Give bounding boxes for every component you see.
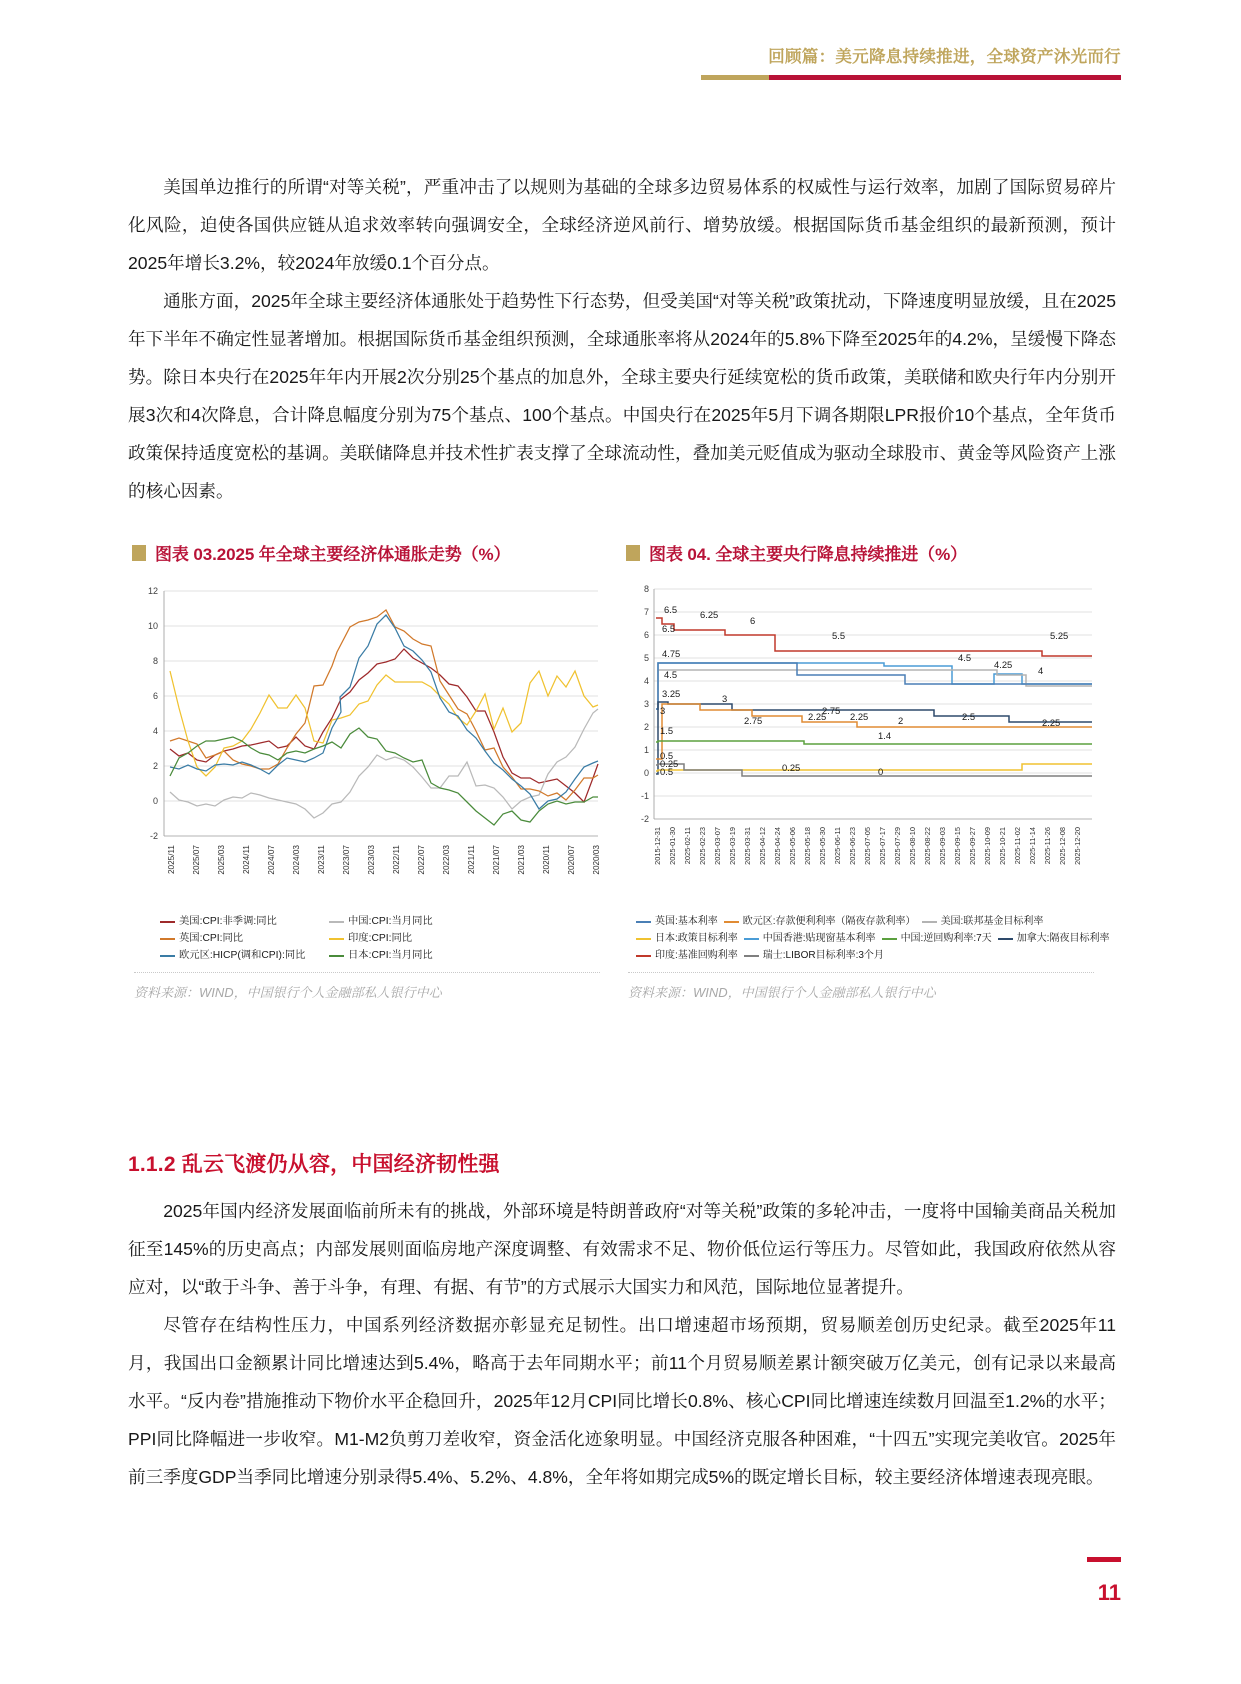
section-heading: 1.1.2 乱云飞渡仍从容，中国经济韧性强 <box>128 1153 500 1176</box>
svg-text:2021/03: 2021/03 <box>517 845 526 875</box>
paragraph-2: 通胀方面，2025年全球主要经济体通胀处于趋势性下行态势，但受美国“对等关税”政策扰动，下降速度明显放缓，且在2025年下半年不确定性显著增加。根据国际货币基金组织预测，全球通胀率将从2024年的5.8%下降至2025年的4.2%，呈缓慢下降态势。除日本央行在2025年年内开展2次分别25个基点的加息外，全球主要央行延续宽松的货币政策，美联储和欧央行年内分别开展3次和4次降息，合计降息幅度分别为75个基点、100个基点。中国央行在2025年5月下调各期限LPR报价10个基点，全年货币政策保持适度宽松的基调。美联储降息并技术性扩表支撑了全球流动性，叠加美元贬值成为驱动全球股市、黄金等风险资产上涨的核心因素。 <box>128 291 1116 501</box>
svg-text:2023/07: 2023/07 <box>342 845 351 875</box>
legend-item <box>998 930 1110 947</box>
legend-item <box>724 913 916 930</box>
legend-item <box>882 930 992 947</box>
legend-swatch-icon <box>636 938 651 940</box>
legend-swatch-icon <box>329 938 344 940</box>
svg-text:6: 6 <box>152 691 158 701</box>
legend-item <box>160 913 323 930</box>
svg-text:2025-07-17: 2025-07-17 <box>878 827 887 865</box>
chart-03-title-row <box>128 540 622 565</box>
footer-accent-bar <box>1087 1557 1121 1562</box>
svg-text:2025-09-27: 2025-09-27 <box>968 827 977 865</box>
legend-label: 英国:CPI:同比 <box>179 933 244 944</box>
svg-text:2024/11: 2024/11 <box>242 845 251 874</box>
svg-text:2025-03-31: 2025-03-31 <box>743 827 752 865</box>
page-number: 11 <box>1097 1580 1121 1605</box>
svg-text:2021/11: 2021/11 <box>467 845 476 874</box>
chart-04-svg <box>622 579 1110 909</box>
legend-swatch-icon <box>329 955 344 957</box>
legend-label: 印度:基准回购利率 <box>655 950 738 961</box>
chart-04-separator <box>628 972 1094 973</box>
square-marker-icon <box>132 545 146 561</box>
legend-swatch-icon <box>922 921 937 923</box>
paragraph-1: 美国单边推行的所谓“对等关税”，严重冲击了以规则为基础的全球多边贸易体系的权威性与运行效率，加剧了国际贸易碎片化风险，迫使各国供应链从追求效率转向强调安全，全球经济逆风前行、增势放缓。根据国际货币基金组织的最新预测，预计2025年增长3.2%，较2024年放缓0.1个百分点。 <box>128 177 1116 273</box>
svg-text:0.25: 0.25 <box>660 758 679 769</box>
svg-text:6.5: 6.5 <box>662 623 676 634</box>
svg-text:2025-02-23: 2025-02-23 <box>698 827 707 865</box>
legend-swatch-icon <box>160 921 175 923</box>
series-canada-overnight <box>656 702 1092 774</box>
section-1-1-2 <box>128 1148 1116 1496</box>
legend-label: 瑞士:LIBOR目标利率:3个月 <box>762 950 884 961</box>
series-uk-cpi <box>170 610 598 800</box>
chart-03-title: 图表 03.2025 年全球主要经济体通胀走势（%） <box>155 545 511 564</box>
svg-text:-2: -2 <box>149 831 158 841</box>
svg-text:2.25: 2.25 <box>1042 717 1061 728</box>
legend-label: 中国香港:贴现窗基本利率 <box>762 933 876 944</box>
legend-item <box>160 947 323 964</box>
legend-label: 美国:联邦基金目标利率 <box>940 916 1044 927</box>
svg-text:4: 4 <box>643 676 649 686</box>
chart-04-yticks <box>641 584 649 824</box>
square-marker-icon <box>626 545 640 561</box>
svg-text:2025-12-20: 2025-12-20 <box>1073 827 1082 865</box>
svg-text:2.5: 2.5 <box>962 711 976 722</box>
chart-03-legend <box>128 913 622 964</box>
legend-label: 英国:基本利率 <box>655 916 718 927</box>
svg-text:2020/07: 2020/07 <box>567 845 576 875</box>
svg-text:2025-01-30: 2025-01-30 <box>668 827 677 865</box>
legend-label: 欧元区:存款便利利率（隔夜存款利率） <box>742 916 916 927</box>
svg-text:4.5: 4.5 <box>664 669 678 680</box>
header-title: 回顾篇：美元降息持续推进，全球资产沐光而行 <box>768 48 1121 66</box>
legend-label: 加拿大:隔夜目标利率 <box>1016 933 1110 944</box>
series-china-repo <box>656 741 1092 744</box>
svg-text:10: 10 <box>147 621 158 631</box>
legend-item <box>160 930 323 947</box>
svg-text:0.5: 0.5 <box>660 750 674 761</box>
svg-text:2025-04-24: 2025-04-24 <box>773 827 782 865</box>
svg-text:2025/11: 2025/11 <box>167 845 176 874</box>
svg-text:2.25: 2.25 <box>850 711 869 722</box>
legend-swatch-icon <box>636 921 651 923</box>
svg-text:0: 0 <box>152 796 158 806</box>
svg-text:2025-08-10: 2025-08-10 <box>908 827 917 865</box>
header-rule-gold <box>701 75 769 80</box>
legend-item <box>329 913 492 930</box>
legend-label: 欧元区:HICP(调和CPI):同比 <box>179 950 306 961</box>
series-china-cpi <box>170 709 598 818</box>
svg-text:-1: -1 <box>640 791 649 801</box>
svg-text:2025-10-21: 2025-10-21 <box>998 827 1007 865</box>
svg-text:2015-12-31: 2015-12-31 <box>653 827 662 865</box>
chart-04-title: 图表 04. 全球主要央行降息持续推进（%） <box>649 545 967 564</box>
svg-text:2024/03: 2024/03 <box>292 845 301 875</box>
legend-label: 美国:CPI:非季调:同比 <box>179 916 277 927</box>
svg-text:2023/11: 2023/11 <box>317 845 326 874</box>
charts-row <box>128 540 1116 1001</box>
chart-04-source: 资料来源：WIND，中国银行个人金融部私人银行中心 <box>628 985 936 1000</box>
svg-text:5.25: 5.25 <box>1050 630 1069 641</box>
svg-text:6.25: 6.25 <box>700 609 719 620</box>
svg-text:2025-07-29: 2025-07-29 <box>893 827 902 865</box>
legend-label: 日本:政策目标利率 <box>655 933 738 944</box>
chart-03-source: 资料来源：WIND，中国银行个人金融部私人银行中心 <box>134 985 442 1000</box>
top-body-content <box>128 168 1116 510</box>
legend-item <box>744 930 876 947</box>
legend-swatch-icon <box>744 955 759 957</box>
svg-text:3: 3 <box>722 693 728 704</box>
svg-text:0: 0 <box>643 768 649 778</box>
series-japan-cpi <box>170 728 598 825</box>
chart-03-yticks <box>148 586 158 841</box>
svg-text:2025-03-07: 2025-03-07 <box>713 827 722 865</box>
legend-item <box>744 947 884 964</box>
legend-label: 印度:CPI:同比 <box>348 933 413 944</box>
legend-swatch-icon <box>636 955 651 957</box>
section2-paragraph-1: 2025年国内经济发展面临前所未有的挑战，外部环境是特朗普政府“对等关税”政策的多轮冲击，一度将中国输美商品关税加征至145%的历史高点；内部发展则面临房地产深度调整、有效需求不足、物价低位运行等压力。尽管如此，我国政府依然从容应对，以“敢于斗争、善于斗争，有理、有据、有节”的方式展示大国实力和风范，国际地位显著提升。 <box>128 1201 1116 1297</box>
svg-text:-2: -2 <box>640 814 649 824</box>
series-us-cpi <box>170 649 598 802</box>
svg-text:2024/07: 2024/07 <box>267 845 276 875</box>
chart-card-04 <box>622 540 1116 1001</box>
svg-text:4.25: 4.25 <box>994 659 1013 670</box>
svg-text:2.75: 2.75 <box>822 705 841 716</box>
series-india-repo <box>656 618 1092 656</box>
svg-text:8: 8 <box>643 584 649 594</box>
chart-04-xticks <box>653 827 1082 865</box>
legend-swatch-icon <box>998 938 1013 940</box>
legend-item <box>636 913 718 930</box>
svg-text:2022/03: 2022/03 <box>442 845 451 875</box>
svg-text:8: 8 <box>152 656 158 666</box>
svg-text:2025-09-03: 2025-09-03 <box>938 827 947 865</box>
legend-swatch-icon <box>882 938 897 940</box>
svg-text:6: 6 <box>643 630 649 640</box>
chart-03-xticks <box>167 845 601 875</box>
chart-03-separator <box>134 972 600 973</box>
svg-text:2.25: 2.25 <box>808 711 827 722</box>
svg-text:0.5: 0.5 <box>660 766 674 777</box>
legend-label: 日本:CPI:当月同比 <box>348 950 433 961</box>
svg-text:2022/07: 2022/07 <box>417 845 426 875</box>
legend-item <box>636 930 738 947</box>
svg-text:6: 6 <box>750 615 756 626</box>
legend-swatch-icon <box>744 938 759 940</box>
chart-card-03 <box>128 540 622 1001</box>
svg-text:3: 3 <box>643 699 649 709</box>
svg-text:0.25: 0.25 <box>782 762 801 773</box>
svg-text:2025/03: 2025/03 <box>217 845 226 875</box>
svg-text:2025-07-05: 2025-07-05 <box>863 827 872 865</box>
chart-03-plot <box>128 579 616 909</box>
svg-text:2025-11-14: 2025-11-14 <box>1028 827 1037 865</box>
svg-text:2021/07: 2021/07 <box>492 845 501 875</box>
legend-swatch-icon <box>329 921 344 923</box>
svg-text:2.75: 2.75 <box>744 715 763 726</box>
legend-item <box>922 913 1044 930</box>
chart-04-legend <box>622 913 1116 964</box>
svg-text:2: 2 <box>643 722 649 732</box>
svg-text:2025-09-15: 2025-09-15 <box>953 827 962 865</box>
svg-text:2022/11: 2022/11 <box>392 845 401 874</box>
svg-text:3.25: 3.25 <box>662 688 681 699</box>
svg-text:2025-06-11: 2025-06-11 <box>833 827 842 865</box>
svg-text:4: 4 <box>152 726 158 736</box>
svg-text:2025-05-30: 2025-05-30 <box>818 827 827 865</box>
svg-text:2025-03-19: 2025-03-19 <box>728 827 737 865</box>
svg-text:0: 0 <box>878 766 884 777</box>
svg-text:2020/11: 2020/11 <box>542 845 551 874</box>
svg-text:2: 2 <box>898 715 904 726</box>
legend-item <box>636 947 738 964</box>
svg-text:6.5: 6.5 <box>664 604 678 615</box>
svg-text:2025-11-02: 2025-11-02 <box>1013 827 1022 865</box>
chart-03-svg <box>128 579 616 909</box>
svg-text:2025-10-09: 2025-10-09 <box>983 827 992 865</box>
svg-text:2025/07: 2025/07 <box>192 845 201 875</box>
svg-text:4: 4 <box>1038 665 1044 676</box>
page-header <box>501 48 1121 80</box>
svg-text:2025-08-22: 2025-08-22 <box>923 827 932 865</box>
svg-text:2025-05-18: 2025-05-18 <box>803 827 812 865</box>
svg-text:1: 1 <box>643 745 649 755</box>
header-rule-group <box>501 75 1121 80</box>
series-euro-deposit <box>656 704 1092 759</box>
svg-text:2: 2 <box>152 761 158 771</box>
legend-swatch-icon <box>160 938 175 940</box>
legend-item <box>329 930 492 947</box>
chart-04-plot <box>622 579 1110 909</box>
section2-paragraph-2: 尽管存在结构性压力，中国系列经济数据亦彰显充足韧性。出口增速超市场预期，贸易顺差创历史纪录。截至2025年11月，我国出口金额累计同比增速达到5.4%，略高于去年同期水平；前11个月贸易顺差累计额突破万亿美元，创有记录以来最高水平。“反内卷”措施推动下物价水平企稳回升，2025年12月CPI同比增长0.8%、核心CPI同比增速连续数月回温至1.2%的水平；PPI同比降幅进一步收窄。M1-M2负剪刀差收窄，资金活化迹象明显。中国经济克服各种困难，“十四五”实现完美收官。2025年前三季度GDP当季同比增速分别录得5.4%、5.2%、4.8%，全年将如期完成5%的既定增长目标，较主要经济体增速表现亮眼。 <box>128 1315 1116 1487</box>
legend-swatch-icon <box>160 955 175 957</box>
svg-text:2025-12-08: 2025-12-08 <box>1058 827 1067 865</box>
legend-item <box>329 947 492 964</box>
chart-04-title-row <box>622 540 1116 565</box>
svg-text:2025-05-06: 2025-05-06 <box>788 827 797 865</box>
svg-text:2023/03: 2023/03 <box>367 845 376 875</box>
svg-text:5: 5 <box>643 653 649 663</box>
svg-text:2025-02-11: 2025-02-11 <box>683 827 692 865</box>
svg-text:12: 12 <box>147 586 158 596</box>
svg-text:7: 7 <box>643 607 649 617</box>
legend-label: 中国:逆回购利率:7天 <box>900 933 992 944</box>
legend-label: 中国:CPI:当月同比 <box>348 916 433 927</box>
svg-text:1.5: 1.5 <box>660 725 674 736</box>
svg-text:2025-06-23: 2025-06-23 <box>848 827 857 865</box>
svg-text:1.4: 1.4 <box>878 730 892 741</box>
svg-text:2025-04-12: 2025-04-12 <box>758 827 767 865</box>
svg-text:2025-11-26: 2025-11-26 <box>1043 827 1052 865</box>
svg-text:2020/03: 2020/03 <box>592 845 601 875</box>
svg-text:4.75: 4.75 <box>662 648 681 659</box>
svg-text:5.5: 5.5 <box>832 630 846 641</box>
svg-text:4.5: 4.5 <box>958 652 972 663</box>
header-rule-red <box>769 75 1121 80</box>
svg-text:3: 3 <box>660 705 666 716</box>
legend-swatch-icon <box>724 921 739 923</box>
